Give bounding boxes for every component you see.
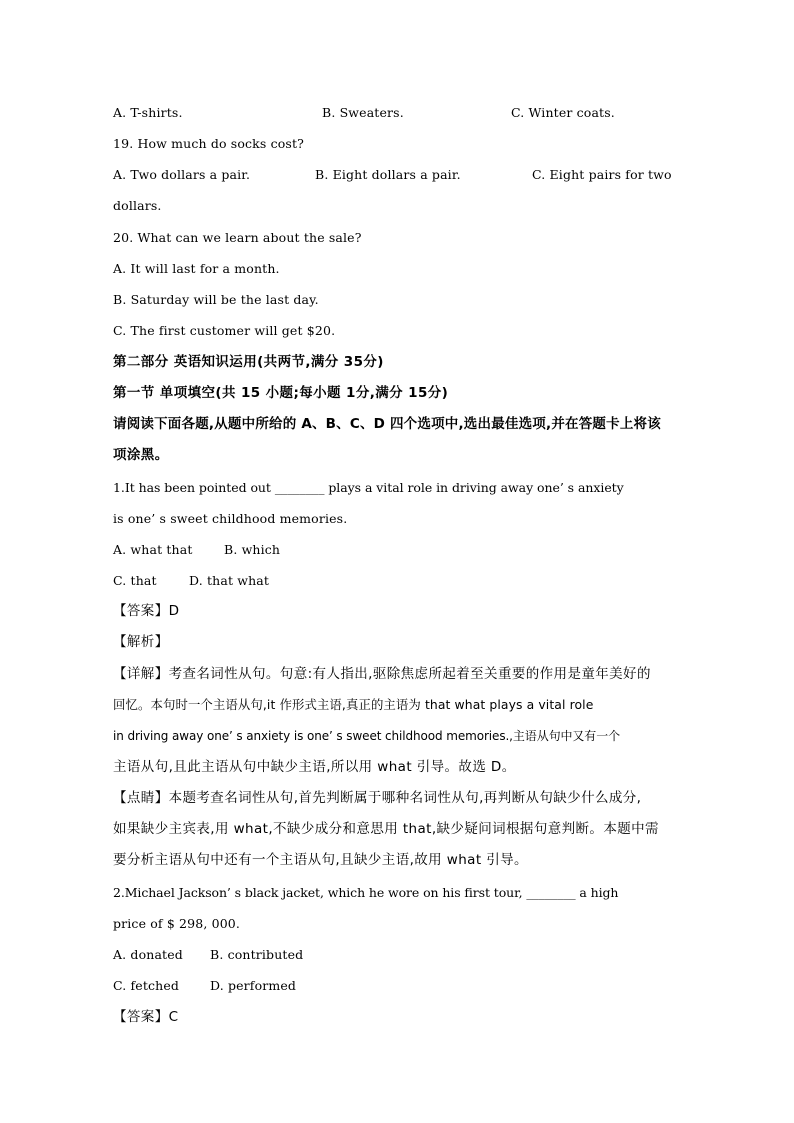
section1-heading: 第一节 单项填空(共 15 小题;每小题 1分,满分 15分): [113, 385, 449, 401]
item2-option-d: D. performed: [210, 978, 297, 993]
item2-option-b: B. contributed: [210, 947, 304, 962]
item1-analysis-label: 【解析】: [113, 634, 169, 650]
item1-option-c: C. that: [113, 573, 157, 588]
item2-option-c: C. fetched: [113, 978, 180, 993]
item1-tip-line-1: 【点睛】本题考查名词性从句,首先判断属于哪种名词性从句,再判断从句缺少什么成分,: [113, 790, 642, 806]
item1-option-d: D. that what: [189, 573, 270, 588]
item1-detail-line-3: in driving away one’ s anxiety is one’ s sweet childhood memories.,主语从句中又有一个: [113, 729, 620, 743]
q20-option-a: A. It will last for a month.: [113, 261, 280, 276]
item2-stem-line-2: price of $ 298, 000.: [113, 916, 241, 931]
item2-stem-line-1: 2.Michael Jackson’ s black jacket, which he wore on his first tour, ________ a high: [113, 885, 619, 900]
item1-detail-line-1: 【详解】考查名词性从句。句意:有人指出,驱除焦虑所起着至关重要的作用是童年美好的: [113, 666, 651, 682]
q20-option-b: B. Saturday will be the last day.: [113, 292, 319, 307]
q20-stem: 20. What can we learn about the sale?: [113, 230, 362, 245]
q19-stem: 19. How much do socks cost?: [113, 136, 305, 151]
item1-answer: 【答案】D: [113, 603, 180, 619]
item1-option-b: B. which: [224, 542, 281, 557]
part2-heading: 第二部分 英语知识运用(共两节,满分 35分): [113, 354, 384, 370]
q19-option-a: A. Two dollars a pair.: [113, 167, 251, 182]
item1-detail-line-4: 主语从句,且此主语从句中缺少主语,所以用 what 引导。故选 D。: [113, 759, 516, 775]
item1-stem-line-1: 1.It has been pointed out ________ plays a vital role in driving away one’ s anxiety: [113, 480, 624, 495]
q19-option-b: B. Eight dollars a pair.: [315, 167, 461, 182]
item1-tip-line-2: 如果缺少主宾表,用 what,不缺少成分和意思用 that,缺少疑问词根据句意判断。本题中需: [113, 821, 659, 837]
instruction-line-1: 请阅读下面各题,从题中所给的 A、B、C、D 四个选项中,选出最佳选项,并在答题卡上将该: [113, 416, 661, 432]
q18-option-c: C. Winter coats.: [511, 105, 615, 120]
instruction-line-2: 项涂黑。: [113, 447, 169, 463]
item2-option-a: A. donated: [113, 947, 183, 962]
item1-stem-line-2: is one’ s sweet childhood memories.: [113, 511, 348, 526]
item1-option-a: A. what that: [113, 542, 193, 557]
q19-option-c: C. Eight pairs for two: [532, 167, 672, 182]
q18-option-b: B. Sweaters.: [322, 105, 404, 120]
q19-option-c-continued: dollars.: [113, 198, 162, 213]
item2-answer: 【答案】C: [113, 1009, 179, 1025]
item1-detail-line-2: 回忆。本句时一个主语从句,it 作形式主语,真正的主语为 that what plays a vital role: [113, 697, 594, 712]
q18-option-a: A. T-shirts.: [113, 105, 183, 120]
q20-option-c: C. The first customer will get $20.: [113, 323, 336, 338]
item1-tip-line-3: 要分析主语从句中还有一个主语从句,且缺少主语,故用 what 引导。: [113, 852, 528, 868]
